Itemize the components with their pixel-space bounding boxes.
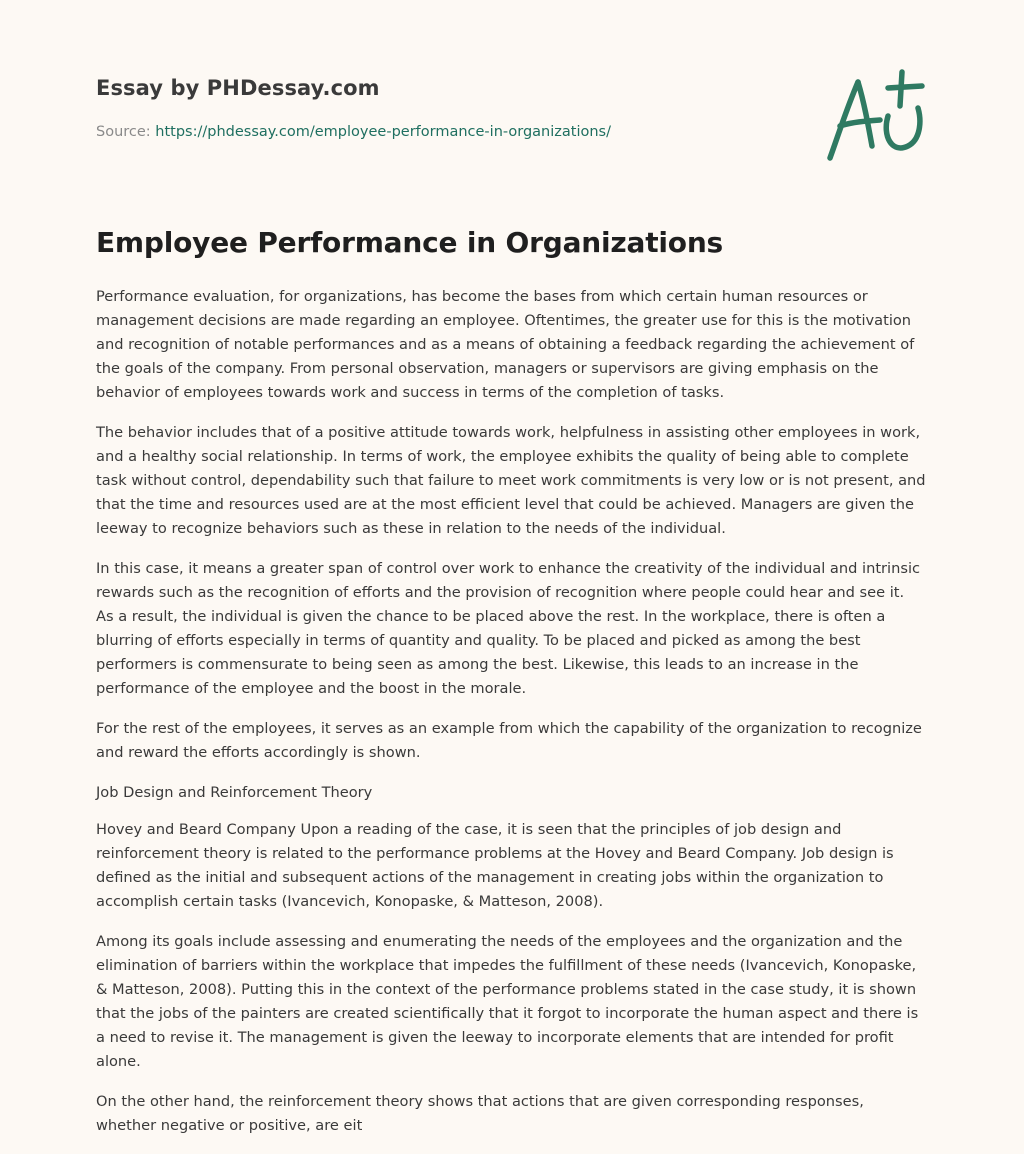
a-plus-logo-icon xyxy=(824,66,928,166)
essay-paragraph: Among its goals include assessing and enumerating the needs of the employees and the organization and the elimination of barriers within the workplace that impedes the fulfillment of these needs (Ivancevich, Konopaske, & Matteson, 2008). Putting this in the context of the performance problems stated in the case study, it is shown that the jobs of the painters are created scientifically that it forgot to incorporate the human aspect and there is a need to revise it. The management is given the leeway to incorporate elements that are intended for profit alone. xyxy=(96,933,919,1070)
essay-paragraph: For the rest of the employees, it serves as an example from which the capability of the organization to recognize and reward the efforts accordingly is shown. xyxy=(96,720,922,761)
source-label: Source: xyxy=(96,124,151,140)
essay-body xyxy=(96,285,926,1154)
section-subheading: Job Design and Reinforcement Theory xyxy=(96,784,373,801)
essay-paragraph: On the other hand, the reinforcement theory shows that actions that are given corresponding responses, whether negative or positive, are eit xyxy=(96,1093,864,1134)
source-line xyxy=(96,124,611,140)
essay-paragraph: In this case, it means a greater span of control over work to enhance the creativity of the individual and intrinsic rewards such as the recognition of efforts and the provision of recognition where people could hear and see it. As a result, the individual is given the chance to be placed above the rest. In the workplace, there is often a blurring of efforts especially in terms of quantity and quality. To be placed and picked as among the best performers is commensurate to being seen as among the best. Likewise, this leads to an increase in the performance of the employee and the boost in the morale. xyxy=(96,560,921,697)
essay-paragraph: Hovey and Beard Company Upon a reading of the case, it is seen that the principles of job design and reinforcement theory is related to the performance problems at the Hovey and Beard Company. Job design is defined as the initial and subsequent actions of the management in creating jobs within the organization to accomplish certain tasks (Ivancevich, Konopaske, & Matteson, 2008). xyxy=(96,821,894,910)
essay-paragraph: Performance evaluation, for organizations, has become the bases from which certain human resources or management decisions are made regarding an employee. Oftentimes, the greater use for this is the motivation and recognition of notable performances and as a means of obtaining a feedback regarding the achievement of the goals of the company. From personal observation, managers or supervisors are giving emphasis on the behavior of employees towards work and success in terms of the completion of tasks. xyxy=(96,288,915,401)
essay-title: Employee Performance in Organizations xyxy=(96,226,724,259)
source-link[interactable]: https://phdessay.com/employee-performance-in-organizations/ xyxy=(155,124,611,140)
essay-paragraph: The behavior includes that of a positive attitude towards work, helpfulness in assisting other employees in work, and a healthy social relationship. In terms of work, the employee exhibits the quality of being able to complete task without control, dependability such that failure to meet work commitments is very low or is not present, and that the time and resources used are at the most efficient level that could be achieved. Managers are given the leeway to recognize behaviors such as these in relation to the needs of the individual. xyxy=(96,424,926,537)
site-title: Essay by PHDessay.com xyxy=(96,76,380,100)
